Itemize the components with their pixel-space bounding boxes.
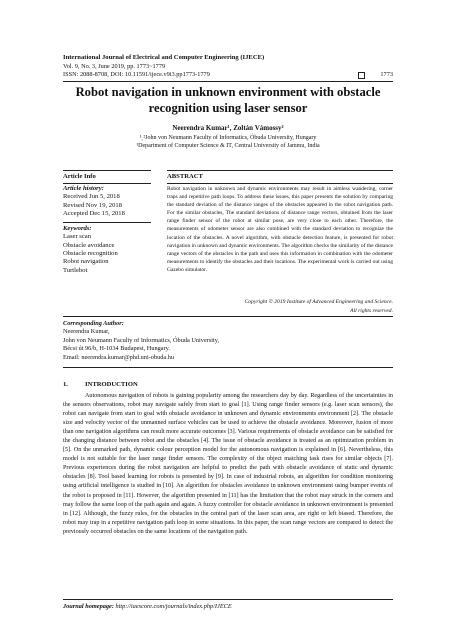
history-item: Received Jun 5, 2018 <box>63 193 120 201</box>
issn-line: ISSN: 2088-8708, DOI: 10.11591/ijece.v9i3.pp1773-1779 <box>63 71 210 79</box>
history-heading: Article history: <box>63 185 104 192</box>
corresponding-top-rule <box>63 316 393 317</box>
journal-homepage-link[interactable]: http://iaescore.com/journals/index.php/IJECE <box>115 603 232 610</box>
corresponding-bottom-rule <box>63 367 393 368</box>
affiliation: ¹ˎ²John von Neumann Faculty of Informatics, Óbuda University, Hungary <box>139 135 317 141</box>
keyword: Laser scan <box>63 233 92 241</box>
rights-line: All rights reserved. <box>350 308 393 314</box>
copyright-line: Copyright © 2019 Institute of Advanced Engineering and Science. <box>244 299 393 305</box>
footer: Journal homepage: http://iaescore.com/journals/index.php/IJECE <box>63 603 232 610</box>
corresponding-line: John von Neumann Faculty of Informatics, Óbuda University, <box>63 336 220 344</box>
introduction-text: Autonomous navigation of robots is gaining popularity among the researchers day by day. Regardless of the uncertainties in the sensors observations, robot may navigate safely from start to goal [1]. Using range finder sensors (e.g. laser scan sensors), the robot can navigate from start to goal with obstacle avoidance in unknown and dynamic environments environment [2]. The obstacle size and velocity vector of the unmanned surface vehicles can be used to achieve the obstacle avoidance. Moreover, fusion of more than one navigation algorithms can result more accurate outcomes [3]. Various requirements of obstacle avoidance can be satisfied for the changing distance between robot and the obstacles [4]. The issue of obstacle avoidance is treated as an optimization problem in [5]. On the unmarked path, dynamic colour perception model for the autonomous navigation is explained in [6]. Nevertheless, this model is not suitable for the laser range finder sensors. The complexity of the object matching task rises for similar objects [7]. Previous experiences during the robot navigation are helpful to predict the path with obstacle avoidance of static and dynamic obstacles [8]. Tool based learning for robots is presented by [9]. In case of industrial robots, an algorithm for condition monitoring using artificial intelligence is studied in [10]. An algorithm for obstacles avoidance in unknown environment using bumper events of the robot is proposed in [11]. However, the algorithm presented in [11] has the limitation that the robot may struck in the corners and may follow the same loop of the path again and again. A fuzzy controller for obstacle avoidance in unknown environment is presented in [12]. Although, the fuzzy rules, for the obstacles in the central part of the laser scan area, are right or left biased. Therefore, the robot may trap in a repetitive navigation path loop in some situations. In this paper, the scan range vectors are compared to detect the previously occurred obstacles on the same locations of the navigation path. <box>63 393 393 535</box>
affiliations <box>63 134 393 150</box>
keywords-heading: Keywords: <box>63 225 92 233</box>
article-info-heading-rule <box>63 183 151 184</box>
corresponding-heading: Corresponding Author: <box>63 320 124 327</box>
copyright <box>167 298 393 316</box>
paper-title: Robot navigation in unknown environment with obstacle recognition using laser sensor <box>75 85 381 115</box>
footer-rule <box>63 599 393 600</box>
corresponding-line: Neerendra Kumar, <box>63 328 110 336</box>
corresponding-email: Email: neerendra.kumar@phd.uni-obuda.hu <box>63 353 175 361</box>
volume-line: Vol. 9, No. 3, June 2019, pp. 1773~1779 <box>63 62 166 70</box>
abstract-heading: ABSTRACT <box>167 173 203 180</box>
authors: Neerendra Kumar¹, Zoltán Vámossy² <box>172 124 284 132</box>
corresponding-line: Bécsi út 96/b, H-1034 Budapest, Hungary. <box>63 345 170 353</box>
article-info-heading: Article Info <box>63 173 96 180</box>
abstract-heading-rule <box>167 183 393 184</box>
article-info <box>63 185 151 275</box>
abstract-top-rule <box>167 170 393 171</box>
keyword: Robot navigation <box>63 258 109 266</box>
history-item: Accepted Dec 15, 2018 <box>63 209 125 217</box>
keyword: Turtlebot <box>63 266 88 274</box>
section-heading <box>63 381 138 388</box>
section-title: INTRODUCTION <box>85 381 138 388</box>
issn-row <box>63 71 393 80</box>
page-number: 1773 <box>380 71 393 79</box>
history-item: Revised Nov 19, 2018 <box>63 201 122 209</box>
header-rule <box>63 81 393 82</box>
section-number: 1. <box>63 381 68 388</box>
footer-label: Journal homepage <box>63 603 112 610</box>
abstract-text: Robot navigation in unknown and dynamic environments may result in aimless wandering, corner traps and repetitive path loops. To address these issues, this paper presents the solution by comparing the standard deviation of the distance ranges of the obstacles appeared in the robot navigation path. For the similar obstacles, The standard deviations of distance range vectors, obtained from the laser range finder sensor of the robot at similar pose, are very close to each other. Therefore, the measurements of odometer sensor are also combined with the standard deviation to recognize the location of the obstacles. A novel algorithm, with obstacle detection feature, is presented for robot navigation in unknown and dynamic environments. The algorithm checks the similarity of the distance range vectors of the obstacles in the path and uses this information in combination with the odometer measurements to identify the obstacles and their locations. The experimental work is carried out using Gazebo simulator. <box>167 186 393 273</box>
affiliation: ¹Department of Computer Science & IT, Central University of Jammu, India <box>136 143 320 149</box>
journal-title: International Journal of Electrical and Computer Engineering (IJECE) <box>63 54 265 61</box>
keyword: Obstacle recognition <box>63 250 118 258</box>
square-icon <box>358 72 365 79</box>
journal-header <box>63 54 393 80</box>
keyword: Obstacle avoidance <box>63 241 115 249</box>
keywords-rule <box>63 222 151 223</box>
corresponding-author <box>63 320 393 362</box>
article-info-top-rule <box>63 170 151 171</box>
